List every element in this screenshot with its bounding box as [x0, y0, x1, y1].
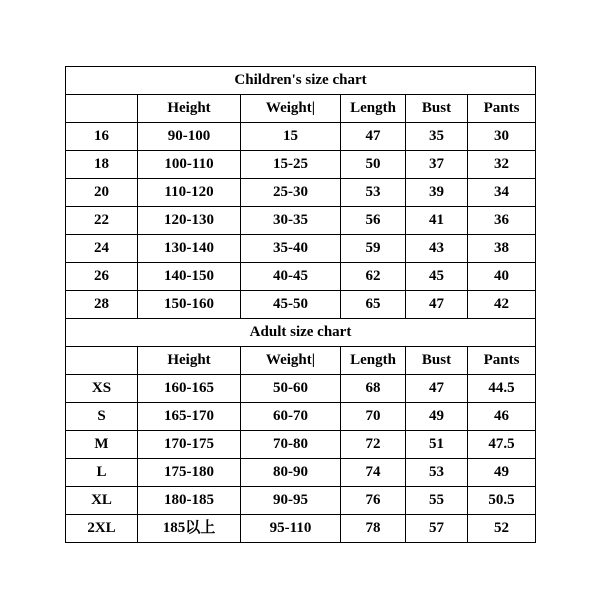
cell-height: 120-130: [138, 207, 241, 235]
cell-weight: 15-25: [241, 151, 341, 179]
table-row: [66, 291, 536, 319]
header-pants: Pants: [468, 347, 536, 375]
cell-length: 62: [341, 263, 406, 291]
header-weight: Weight|: [241, 347, 341, 375]
adult-size-chart-block: [65, 318, 535, 543]
cell-pants: 49: [468, 459, 536, 487]
cell-length: 70: [341, 403, 406, 431]
cell-size: XL: [66, 487, 138, 515]
cell-pants: 44.5: [468, 375, 536, 403]
cell-length: 47: [341, 123, 406, 151]
cell-size: XS: [66, 375, 138, 403]
cell-weight: 35-40: [241, 235, 341, 263]
cell-bust: 37: [406, 151, 468, 179]
cell-height: 100-110: [138, 151, 241, 179]
cell-pants: 42: [468, 291, 536, 319]
cell-bust: 47: [406, 375, 468, 403]
cell-height: 185以上: [138, 515, 241, 543]
cell-pants: 40: [468, 263, 536, 291]
table-title-row: [66, 67, 536, 95]
cell-height: 110-120: [138, 179, 241, 207]
cell-weight: 90-95: [241, 487, 341, 515]
cell-length: 74: [341, 459, 406, 487]
adult-chart-title: Adult size chart: [66, 319, 536, 347]
cell-size: 18: [66, 151, 138, 179]
cell-size: 2XL: [66, 515, 138, 543]
cell-size: 28: [66, 291, 138, 319]
cell-length: 65: [341, 291, 406, 319]
cell-height: 170-175: [138, 431, 241, 459]
table-row: [66, 207, 536, 235]
cell-length: 72: [341, 431, 406, 459]
header-length: Length: [341, 347, 406, 375]
cell-length: 53: [341, 179, 406, 207]
table-row: [66, 235, 536, 263]
table-header-row: [66, 347, 536, 375]
table-header-row: [66, 95, 536, 123]
table-row: [66, 179, 536, 207]
cell-size: M: [66, 431, 138, 459]
cell-height: 175-180: [138, 459, 241, 487]
table-row: [66, 375, 536, 403]
header-pants: Pants: [468, 95, 536, 123]
cell-bust: 43: [406, 235, 468, 263]
cell-length: 50: [341, 151, 406, 179]
cell-height: 130-140: [138, 235, 241, 263]
cell-height: 150-160: [138, 291, 241, 319]
cell-length: 56: [341, 207, 406, 235]
cell-bust: 55: [406, 487, 468, 515]
cell-length: 78: [341, 515, 406, 543]
cell-weight: 95-110: [241, 515, 341, 543]
cell-bust: 39: [406, 179, 468, 207]
cell-length: 76: [341, 487, 406, 515]
header-weight: Weight|: [241, 95, 341, 123]
cell-weight: 15: [241, 123, 341, 151]
cell-height: 180-185: [138, 487, 241, 515]
cell-bust: 35: [406, 123, 468, 151]
table-row: [66, 515, 536, 543]
cell-bust: 41: [406, 207, 468, 235]
children-size-table: [65, 66, 536, 319]
header-height: Height: [138, 95, 241, 123]
cell-size: 22: [66, 207, 138, 235]
cell-pants: 36: [468, 207, 536, 235]
children-chart-title: Children's size chart: [66, 67, 536, 95]
cell-weight: 30-35: [241, 207, 341, 235]
cell-bust: 51: [406, 431, 468, 459]
header-height: Height: [138, 347, 241, 375]
header-bust: Bust: [406, 347, 468, 375]
header-length: Length: [341, 95, 406, 123]
cell-bust: 47: [406, 291, 468, 319]
cell-weight: 80-90: [241, 459, 341, 487]
table-row: [66, 487, 536, 515]
table-row: [66, 263, 536, 291]
cell-bust: 49: [406, 403, 468, 431]
cell-pants: 32: [468, 151, 536, 179]
cell-height: 160-165: [138, 375, 241, 403]
children-size-chart-block: [65, 66, 535, 319]
header-size-blank: [66, 347, 138, 375]
cell-weight: 50-60: [241, 375, 341, 403]
table-row: [66, 431, 536, 459]
table-row: [66, 151, 536, 179]
cell-height: 140-150: [138, 263, 241, 291]
table-title-row: [66, 319, 536, 347]
cell-weight: 45-50: [241, 291, 341, 319]
cell-pants: 34: [468, 179, 536, 207]
cell-weight: 70-80: [241, 431, 341, 459]
cell-size: 20: [66, 179, 138, 207]
cell-pants: 46: [468, 403, 536, 431]
adult-size-table: [65, 318, 536, 543]
cell-pants: 50.5: [468, 487, 536, 515]
cell-size: S: [66, 403, 138, 431]
cell-height: 165-170: [138, 403, 241, 431]
cell-size: 24: [66, 235, 138, 263]
cell-size: 26: [66, 263, 138, 291]
cell-pants: 38: [468, 235, 536, 263]
table-row: [66, 123, 536, 151]
cell-weight: 60-70: [241, 403, 341, 431]
table-row: [66, 459, 536, 487]
cell-length: 59: [341, 235, 406, 263]
cell-weight: 25-30: [241, 179, 341, 207]
cell-height: 90-100: [138, 123, 241, 151]
cell-size: L: [66, 459, 138, 487]
cell-pants: 47.5: [468, 431, 536, 459]
header-size-blank: [66, 95, 138, 123]
cell-weight: 40-45: [241, 263, 341, 291]
header-bust: Bust: [406, 95, 468, 123]
cell-length: 68: [341, 375, 406, 403]
cell-bust: 57: [406, 515, 468, 543]
cell-bust: 45: [406, 263, 468, 291]
cell-pants: 30: [468, 123, 536, 151]
cell-size: 16: [66, 123, 138, 151]
table-row: [66, 403, 536, 431]
cell-bust: 53: [406, 459, 468, 487]
cell-pants: 52: [468, 515, 536, 543]
